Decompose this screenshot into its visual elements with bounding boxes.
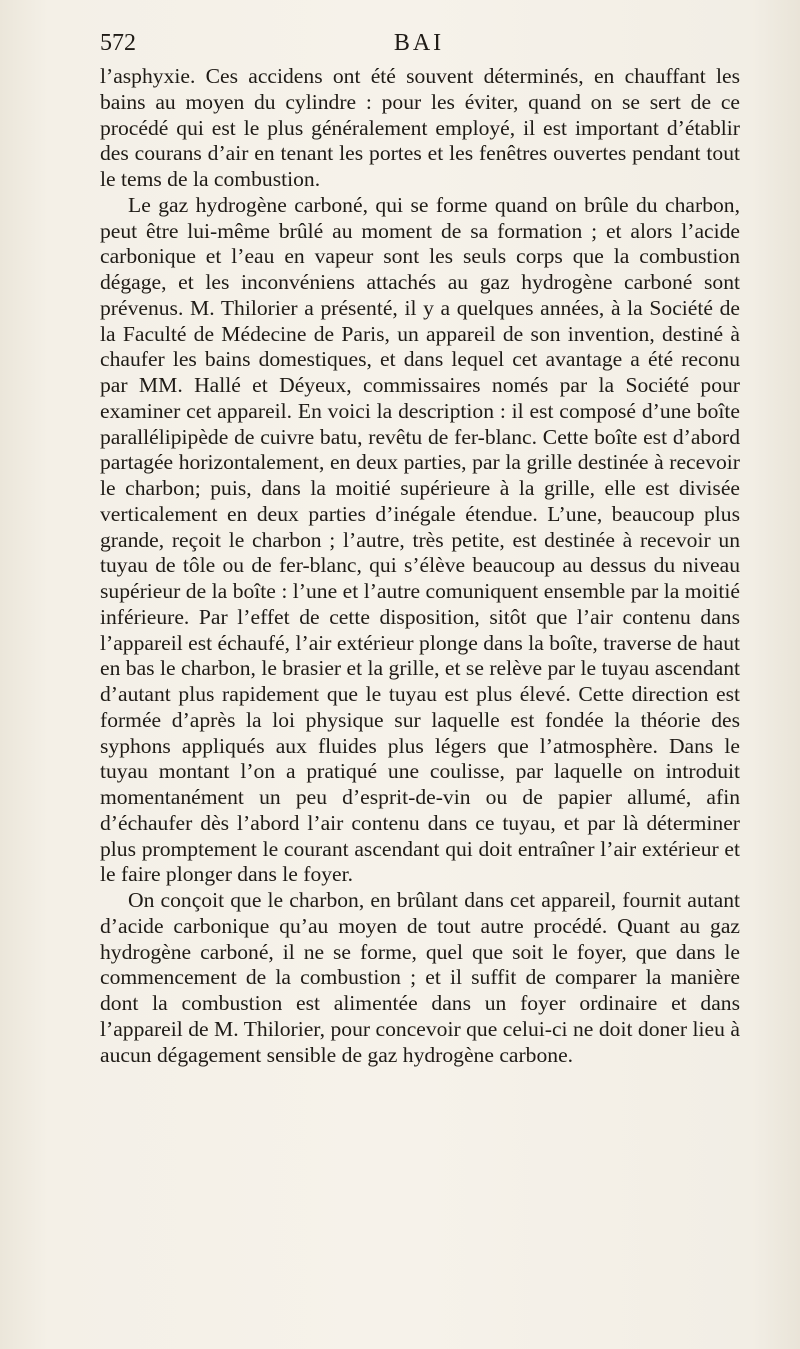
body-text [100, 64, 740, 1068]
page-number: 572 [100, 30, 136, 56]
page-header [100, 30, 738, 66]
running-head: BAI [393, 30, 445, 56]
paragraph-asphyxie: l’asphyxie. Ces accidens ont été souvent déterminés, en chauffant les bains au moyen du cylindre : pour les éviter, quand on se sert de ce procédé qui est le plus généralement employé, il est important d’établir des courans d’air en tenant les portes et les fenêtres ouvertes pendant tout le tems de la combustion. [100, 64, 740, 191]
paragraph-thilorier-apparatus: Le gaz hydrogène carboné, qui se forme quand on brûle du charbon, peut être lui-même brûlé au moment de sa formation ; et alors l’acide carbonique et l’eau en vapeur sont les seuls corps que la combustion dégage, et les inconvéniens attachés au gaz hydrogène carboné sont prévenus. M. Thilorier a présenté, il y a quelques années, à la Société de la Faculté de Médecine de Paris, un appareil de son invention, destiné à chaufer les bains domestiques, et dans lequel cet avantage a été reconu par MM. Hallé et Déyeux, commissaires només par la Société pour examiner cet appareil. En voici la description : il est composé d’une boîte parallélipipède de cuivre batu, revêtu de fer-blanc. Cette boîte est d’abord partagée horizontalement, en deux parties, par la grille destinée à recevoir le charbon; puis, dans la moitié supérieure à la grille, elle est divisée verticalement en deux parties d’inégale étendue. L’une, beaucoup plus grande, reçoit le charbon ; l’autre, très petite, est destinée à recevoir un tuyau de tôle ou de fer-blanc, qui s’élève beaucoup au dessus du niveau supérieur de la boîte : l’une et l’autre comuniquent ensemble par la moitié inférieure. Par l’effet de cette disposition, sitôt que l’air contenu dans l’appareil est échaufé, l’air extérieur plonge dans la boîte, traverse de haut en bas le charbon, le brasier et la grille, et se relève par le tuyau ascendant d’autant plus rapidement que le tuyau est plus élevé. Cette direction est formée d’après la loi physique sur laquelle est fondée la théorie des syphons appliqués aux fluides plus légers que l’atmosphère. Dans le tuyau montant l’on a pratiqué une coulisse, par laquelle on introduit momentanément un peu d’esprit-de-vin ou de papier allumé, afin d’échaufer dès l’abord l’air contenu dans ce tuyau, et par là déterminer plus promptement le courant ascendant qui doit entraîner l’air extérieur et le faire plonger dans le foyer. [100, 192, 740, 887]
paragraph-conclusion: On conçoit que le charbon, en brûlant dans cet appareil, fournit autant d’acide carbonique qu’au moyen de tout autre procédé. Quant au gaz hydrogène carboné, il ne se forme, quel que soit le foyer, que dans le commencement de la combustion ; et il suffit de comparer la manière dont la combustion est alimentée dans un foyer ordinaire et dans l’appareil de M. Thilorier, pour concevoir que celui-ci ne doit doner lieu à aucun dégagement sensible de gaz hydrogène carbone. [100, 888, 740, 1067]
